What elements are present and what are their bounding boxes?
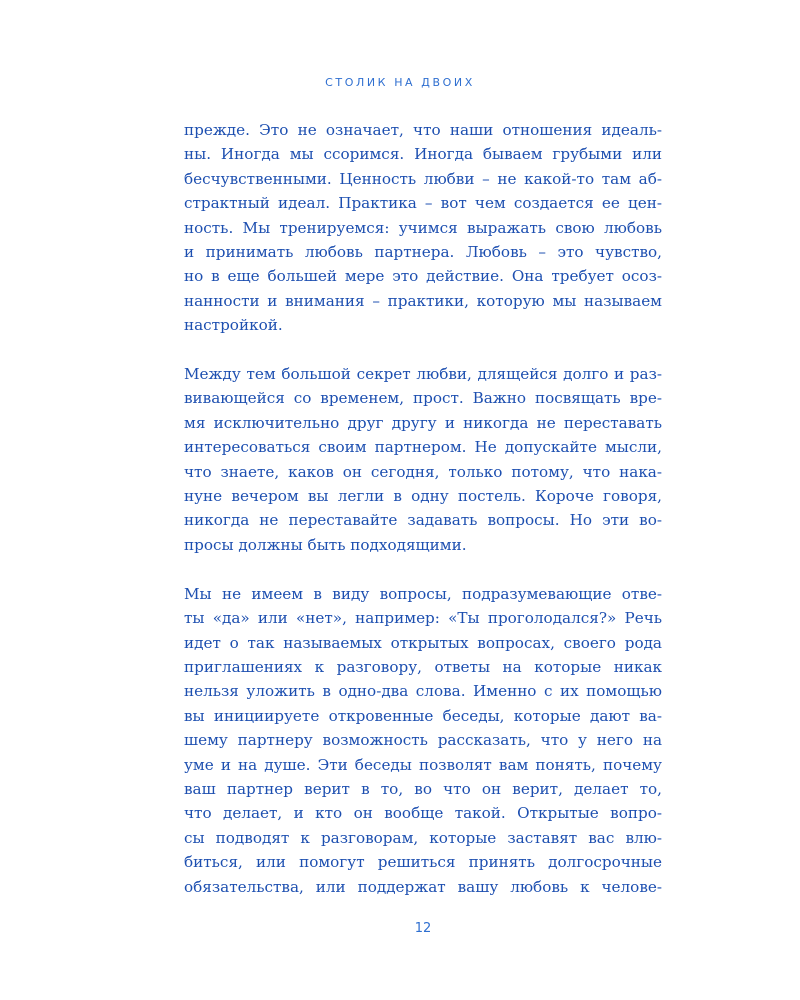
text-line: нуне вечером вы легли в одну постель. Короче говоря, <box>184 487 662 506</box>
text-line: просы должны быть подходящими. <box>184 535 467 554</box>
text-line: приглашениях к разговору, ответы на которые никак <box>184 657 662 676</box>
text-line: страктный идеал. Практика – вот чем создается ее цен- <box>184 194 662 213</box>
text-line: мя исключительно друг другу и никогда не переставать <box>184 413 662 432</box>
text-line: прежде. Это не означает, что наши отношения идеаль- <box>184 121 662 139</box>
text-line: идет о так называемых открытых вопросах, своего рода <box>184 633 662 652</box>
paragraph-2 <box>184 362 662 557</box>
text-line: вивающейся со временем, прост. Важно посвящать вре- <box>184 389 662 408</box>
running-head: СТОЛИК НА ДВОИХ <box>325 76 475 89</box>
text-line: вы инициируете откровенные беседы, которые дают ва- <box>184 706 662 725</box>
text-line: и принимать любовь партнера. Любовь – это чувство, <box>184 243 662 262</box>
text-line: биться, или помогут решиться принять долгосрочные <box>184 853 662 872</box>
text-line: ность. Мы тренируемся: учимся выражать свою любовь <box>184 218 662 237</box>
body-text <box>184 118 662 899</box>
text-line: ваш партнер верит в то, во что он верит, делает то, <box>184 779 662 798</box>
text-line: интересоваться своим партнером. Не допускайте мысли, <box>184 438 662 457</box>
text-line: обязательства, или поддержат вашу любовь к челове- <box>184 877 662 896</box>
text-line: ны. Иногда мы ссоримся. Иногда бываем грубыми или <box>184 145 662 164</box>
text-line: настройкой. <box>184 316 283 335</box>
text-line: нанности и внимания – практики, которую мы называем <box>184 291 662 310</box>
paragraph-3 <box>184 582 662 899</box>
text-line: Между тем большой секрет любви, длящейся долго и раз- <box>184 365 662 384</box>
text-line: ты «да» или «нет», например: «Ты проголодался?» Речь <box>184 609 662 628</box>
text-line: бесчувственными. Ценность любви – не какой-то там аб- <box>184 169 662 188</box>
text-line: что знаете, каков он сегодня, только потому, что нака- <box>184 462 662 481</box>
text-line: шему партнеру возможность рассказать, что у него на <box>184 731 662 750</box>
text-line: никогда не переставайте задавать вопросы. Но эти во- <box>184 511 662 530</box>
text-line: уме и на душе. Эти беседы позволят вам понять, почему <box>184 755 662 774</box>
page-number: 12 <box>414 921 432 936</box>
text-line: что делает, и кто он вообще такой. Открытые вопро- <box>184 804 662 823</box>
text-line: сы подводят к разговорам, которые заставят вас влю- <box>184 828 662 847</box>
text-line: но в еще большей мере это действие. Она требует осоз- <box>184 267 662 286</box>
paragraph-1 <box>184 118 662 338</box>
text-line: нельзя уложить в одно-два слова. Именно с их помощью <box>184 682 662 701</box>
text-line: Мы не имеем в виду вопросы, подразумевающие отве- <box>184 584 662 603</box>
